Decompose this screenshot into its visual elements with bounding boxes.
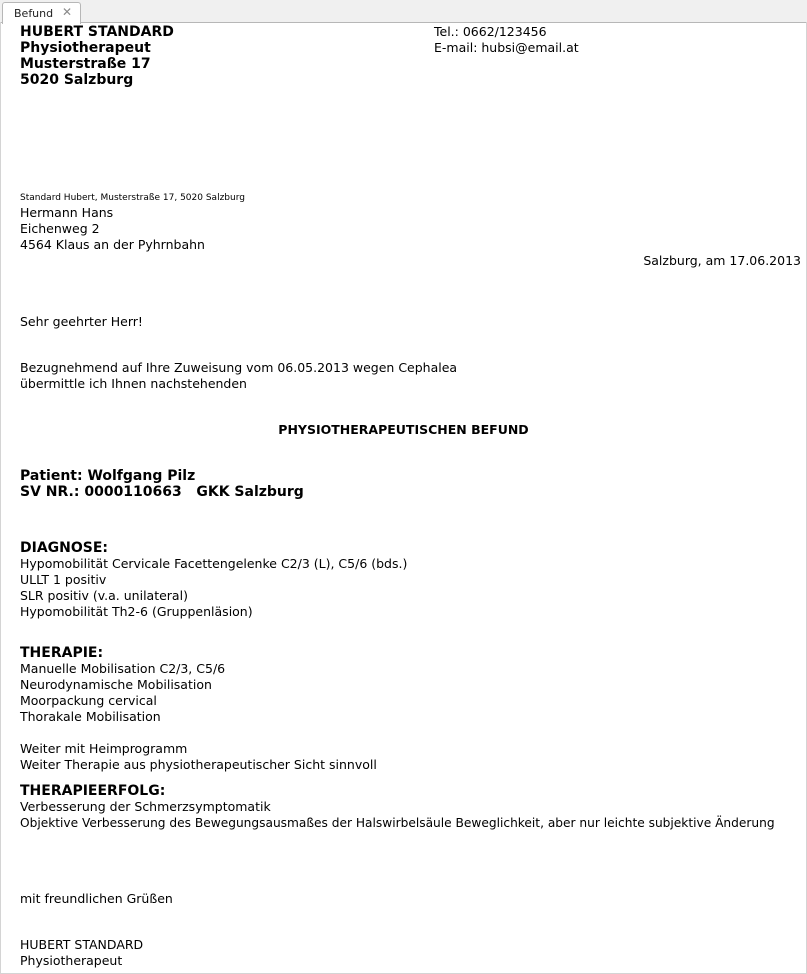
erfolg-heading: THERAPIEERFOLG:	[20, 783, 166, 799]
sender-name: HUBERT STANDARD	[20, 24, 174, 40]
therapie-note: Weiter Therapie aus physiotherapeutischer Sicht sinnvoll	[20, 757, 377, 772]
signature-title: Physiotherapeut	[20, 953, 123, 968]
document-title: PHYSIOTHERAPEUTISCHEN BEFUND	[278, 422, 529, 437]
closing: mit freundlichen Grüßen	[20, 891, 173, 906]
diagnose-item: ULLT 1 positiv	[20, 572, 107, 587]
diagnose-item: SLR positiv (v.a. unilateral)	[20, 588, 188, 603]
tab-label: Befund	[14, 7, 54, 20]
therapie-item: Thorakale Mobilisation	[20, 709, 161, 724]
intro-line: Bezugnehmend auf Ihre Zuweisung vom 06.05.2013 wegen Cephalea	[20, 360, 458, 375]
patient-line: Patient: Wolfgang Pilz	[20, 468, 196, 484]
signature-name: HUBERT STANDARD	[20, 937, 144, 952]
patient-sv: SV NR.: 0000110663 GKK Salzburg	[20, 484, 304, 500]
tab-bar	[0, 0, 807, 23]
diagnose-item: Hypomobilität Cervicale Facettengelenke C2/3 (L), C5/6 (bds.)	[20, 556, 408, 571]
recipient-city: 4564 Klaus an der Pyhrnbahn	[20, 237, 205, 252]
close-icon[interactable]: ✕	[62, 5, 73, 19]
sender-street: Musterstraße 17	[20, 56, 151, 72]
erfolg-item: Objektive Verbesserung des Bewegungsausmaßes der Halswirbelsäule Beweglichkeit, aber nur leichte subjektive Änderung	[20, 816, 775, 830]
diagnose-heading: DIAGNOSE:	[20, 540, 109, 556]
therapie-heading: THERAPIE:	[20, 645, 104, 661]
intro-line: übermittle ich Ihnen nachstehenden	[20, 376, 247, 391]
sender-profession: Physiotherapeut	[20, 40, 151, 56]
therapie-item: Manuelle Mobilisation C2/3, C5/6	[20, 661, 226, 676]
therapie-item: Moorpackung cervical	[20, 693, 157, 708]
tab-befund[interactable]	[2, 2, 81, 24]
sender-city: 5020 Salzburg	[20, 72, 134, 88]
recipient-name: Hermann Hans	[20, 205, 114, 220]
recipient-street: Eichenweg 2	[20, 221, 100, 236]
salutation: Sehr geehrter Herr!	[20, 314, 143, 329]
date-line: Salzburg, am 17.06.2013	[643, 253, 801, 268]
return-address: Standard Hubert, Musterstraße 17, 5020 Salzburg	[20, 193, 245, 203]
therapie-item: Neurodynamische Mobilisation	[20, 677, 212, 692]
erfolg-item: Verbesserung der Schmerzsymptomatik	[20, 799, 271, 814]
diagnose-item: Hypomobilität Th2-6 (Gruppenläsion)	[20, 604, 253, 619]
sender-email: E-mail: hubsi@email.at	[434, 40, 579, 55]
sender-phone: Tel.: 0662/123456	[434, 24, 547, 39]
therapie-note: Weiter mit Heimprogramm	[20, 741, 188, 756]
